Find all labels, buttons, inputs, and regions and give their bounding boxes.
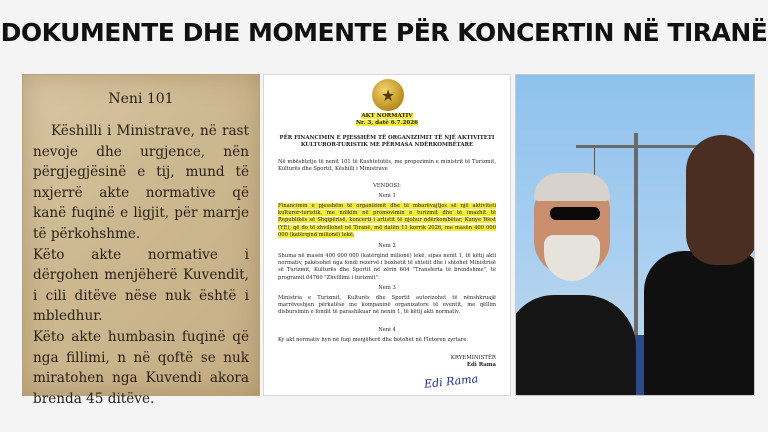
- signatory-role: KRYEMINISTËR: [450, 355, 496, 361]
- act-decides: VENDOSI:: [373, 183, 401, 189]
- law-article-title: Neni 101: [108, 91, 174, 107]
- article-3-text: Ministria e Turizmit, Kulturës dhe Sportit autorizohet të nënshkruajë marrëveshjen përkatëse me kompaninë organizatore të eventit, me qëllim disbursimin e fondit të parashikuar në nenin 1, të këtij akti normativ.: [278, 295, 496, 316]
- article-2-title: Neni 2: [378, 243, 396, 249]
- man-left-hair: [534, 173, 610, 201]
- article-2-text: Shuma në masën 400 000 000 (katërqind milionë) lekë, sipas nenit 1, të këtij akti normativ, pakësohet nga fondi rezervë i buxhetit të shtetit dhe i shtohet Ministrisë së Turizmit, Kulturës dhe Sportit në zërin 604 "Transferta të brendshme", të programit 04760 "Zhvillimi i turizmit".: [278, 253, 496, 281]
- man-right-body: [644, 251, 755, 396]
- man-right-head: [686, 135, 755, 265]
- act-preamble: Në mbështetje të nenit 101 të Kushtetutës, me propozimin e ministrit të Turizmit, Kulturës dhe Sportit, Këshilli i Ministrave: [278, 159, 496, 173]
- act-title-text: AKT NORMATIV: [361, 113, 413, 119]
- sunglasses: [550, 207, 600, 220]
- article-4-title: Neni 4: [378, 327, 396, 333]
- act-number: Nr. 3, datë 6.7.2026: [355, 120, 419, 126]
- law-excerpt-panel: [22, 74, 260, 407]
- article-1-text: [278, 203, 496, 239]
- article-1-title: Neni 1: [378, 193, 396, 199]
- article-3-title: Neni 3: [378, 285, 396, 291]
- law-paragraph-1: Këshilli i Ministrave, në rast nevoje dhe urgjence, nën përgjegjësinë e tij, mund të nxjerrë akte normative që kanë fuqinë e ligjit, për marrje të përkohshme.: [33, 123, 249, 242]
- event-photo: [515, 74, 755, 396]
- man-left-beard: [544, 235, 600, 281]
- law-paragraph-3: Këto akte humbasin fuqinë që nga fillimi, n në qoftë se nuk miratohen nga Kuvendi akora brenda 45 ditëve.: [33, 328, 249, 407]
- act-subject: PËR FINANCIMIN E PJESSHËM TË ORGANIZIMIT TË NJË AKTIVITETI KULTUROR-TURISTIK ME PËRMASA NDËRKOMBËTARE: [279, 135, 495, 148]
- normative-act-document: [263, 74, 511, 396]
- page-headline: DOKUMENTE DHE MOMENTE PËR KONCERTIN NË TIRANË: [0, 18, 768, 47]
- signatory-name: Edi Rama: [466, 362, 496, 368]
- article-1-text-highlighted: Financimin e pjesshëm të organizimit dhe të mbarëvajtjes së një aktiviteti kulturor-turistik, me ndikim në promovimin e turizmit dhe të imazhit të Republikës së Shqipërisë, koncerti i artistit të njohur ndërkombëtar, Kanye West (YE), që do të zhvillohet në Tiranë, më datën 11 korrik 2026, me masën 400 000 000 (katërqind milionë) lekë.: [278, 203, 496, 238]
- article-4-text: Ky akt normativ hyn në fuqi menjëherë dhe botohet në Fletoren zyrtare.: [278, 337, 469, 343]
- crane-jib: [576, 145, 706, 148]
- man-left-body: [515, 295, 636, 396]
- signatory-block: [451, 355, 496, 369]
- state-emblem-icon: ★: [372, 79, 404, 111]
- handwritten-signature: Edi Rama: [423, 372, 479, 391]
- act-title: [264, 113, 510, 127]
- law-paragraph-2: Këto akte normative i dërgohen menjëherë Kuvendit, i cili ditëve nëse nuk është i mbledhur.: [33, 246, 249, 325]
